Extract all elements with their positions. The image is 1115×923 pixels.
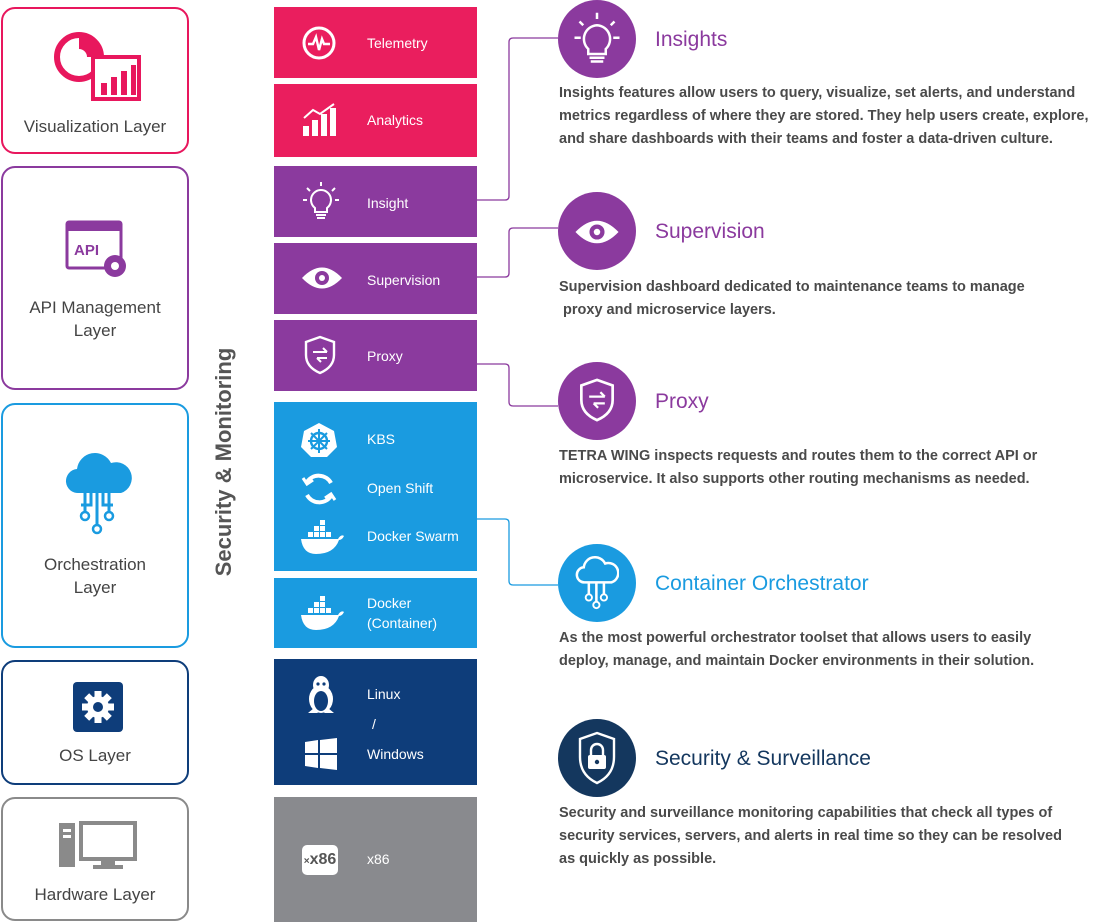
- block-label-docker: Docker: [367, 595, 412, 611]
- supervision-circle: [558, 192, 636, 270]
- layer-label-visualization: Visualization Layer: [23, 117, 167, 136]
- feature-title-proxy: Proxy: [655, 390, 709, 413]
- block-proxy: [274, 320, 477, 391]
- block-label-insight: Insight: [367, 195, 409, 211]
- block-label-linux: Linux: [367, 686, 401, 702]
- feature-title-security-surveillance: Security & Surveillance: [655, 747, 871, 770]
- block-label-x86: x86: [367, 851, 390, 867]
- block-label-proxy: Proxy: [367, 348, 403, 364]
- block-label-kbs: KBS: [367, 431, 396, 447]
- feature-title-supervision: Supervision: [655, 220, 765, 243]
- layer-label-os: OS Layer: [59, 746, 131, 765]
- x86-chip-icon: ×x86: [302, 845, 338, 875]
- block-hardware: [274, 797, 477, 922]
- feature-desc-supervision: Supervision dashboard dedicated to maintenance teams to manage proxy and microservice layers.: [559, 279, 1025, 318]
- lightbulb-icon: [301, 180, 341, 222]
- layer-label-hardware: Hardware Layer: [34, 885, 156, 904]
- block-supervision: [274, 243, 477, 314]
- layer-label-api-management: API Management Layer: [29, 298, 161, 340]
- security-surveillance-circle: [558, 719, 636, 797]
- docker-whale-icon: [300, 520, 344, 556]
- openshift-refresh-icon: [300, 470, 338, 508]
- block-label-windows: Windows: [367, 746, 424, 762]
- eye-icon: [300, 265, 344, 291]
- block-docker-container: [274, 578, 477, 648]
- block-analytics: [274, 84, 477, 157]
- shield-arrows-icon: [303, 335, 337, 375]
- layer-label-orchestration: Orchestration Layer: [43, 555, 147, 597]
- eye-icon: [573, 218, 621, 246]
- block-os: [274, 659, 477, 785]
- container-orchestrator-circle: [558, 544, 636, 622]
- block-label-slash: /: [372, 716, 376, 732]
- shield-lock-icon: [577, 731, 617, 785]
- feature-title-container-orchestrator: Container Orchestrator: [655, 572, 869, 595]
- insights-circle: [558, 0, 636, 78]
- shield-arrows-icon: [578, 377, 616, 423]
- feature-desc-container-orchestrator: As the most powerful orchestrator toolset that allows users to easily deploy, manage, and maintain Docker environments in their solution.: [559, 630, 1035, 669]
- block-label-supervision: Supervision: [367, 272, 441, 288]
- block-insight: [274, 166, 477, 237]
- proxy-circle: [558, 362, 636, 440]
- block-telemetry: [274, 7, 477, 78]
- telemetry-gauge-icon: [301, 25, 337, 61]
- docker-whale-icon: [300, 596, 344, 632]
- block-label-docker-container: (Container): [367, 615, 438, 631]
- feature-desc-security-surveillance: Security and surveillance monitoring capabilities that check all types of security services, servers, and alerts in real time so they can be resolved as quickly as possible.: [559, 805, 1062, 867]
- block-label-telemetry: Telemetry: [367, 35, 428, 51]
- cloud-network-icon: [575, 556, 619, 610]
- block-label-docker-swarm: Docker Swarm: [367, 528, 459, 544]
- block-container-orchestration: [274, 402, 477, 571]
- block-label-openshift: Open Shift: [367, 480, 434, 496]
- feature-desc-proxy: TETRA WING inspects requests and routes them to the correct API or microservice. It also supports other routing mechanisms as needed.: [559, 448, 1038, 487]
- lightbulb-icon: [572, 10, 622, 68]
- x86-badge-label: x86: [309, 851, 337, 868]
- windows-logo-icon: [304, 737, 338, 771]
- feature-title-insights: Insights: [655, 28, 728, 51]
- security-monitoring-title: Security & Monitoring: [211, 347, 236, 577]
- linux-penguin-icon: [304, 675, 338, 715]
- kubernetes-helm-icon: [300, 422, 338, 458]
- feature-desc-insights: Insights features allow users to query, visualize, set alerts, and understand metrics regardless of where they are stored. They help users create, explore, and share dashboards with their teams and foster a data-driven culture.: [559, 85, 1089, 147]
- block-label-analytics: Analytics: [367, 112, 424, 128]
- analytics-bar-chart-icon: [301, 102, 339, 138]
- svg-text:API: API: [74, 242, 100, 259]
